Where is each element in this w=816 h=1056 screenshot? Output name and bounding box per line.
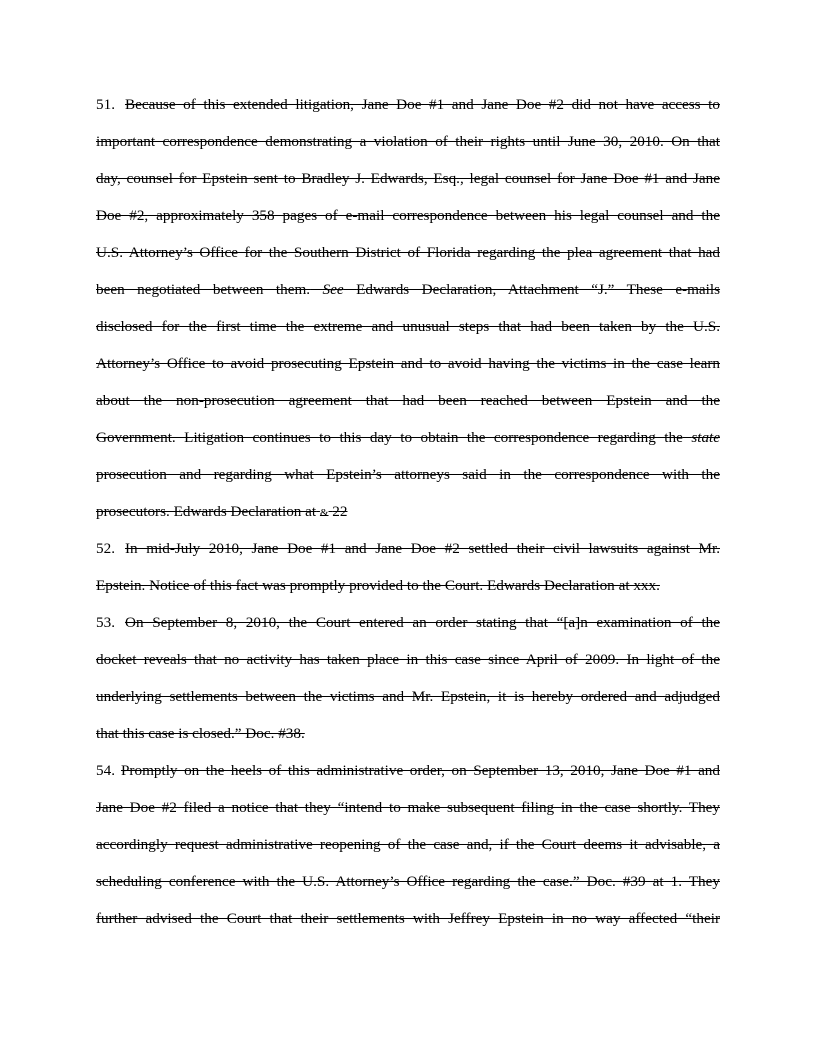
paragraph-number: 53. [96,614,115,631]
paragraph-51-line-9: about the non-prosecution agreement that had been reached between Epstein and the [96,392,720,409]
paragraph-54-line-1: 54. Promptly on the heels of this administrative order, on September 13, 2010, Jane Doe #1 and [96,760,720,782]
paragraph-54-line-3: accordingly request administrative reopening of the case and, if the Court deems it advisable, a [96,836,720,853]
paragraph-51-line-3: day, counsel for Epstein sent to Bradley J. Edwards, Esq., legal counsel for Jane Doe #1 and Jane [96,170,720,187]
paragraph-51-line-6: been negotiated between them. See Edwards Declaration, Attachment “J.” These e-mails [96,281,721,298]
paragraph-51-line-10: Government. Litigation continues to this day to obtain the correspondence regarding the state [96,429,720,446]
paragraph-54-line-4: scheduling conference with the U.S. Attorney’s Office regarding the case.” Doc. #39 at 1. They [96,873,720,890]
paragraph-53-line-3: underlying settlements between the victims and Mr. Epstein, it is hereby ordered and adjudged [96,688,720,705]
paragraph-51-line-5: U.S. Attorney’s Office for the Southern District of Florida regarding the plea agreement that had [96,244,720,261]
paragraph-51-line-12: prosecutors. Edwards Declaration at & 22 [96,503,348,520]
paragraph-51-line-11: prosecution and regarding what Epstein’s attorneys said in the correspondence with the [96,466,720,483]
paragraph-52-line-1: 52. In mid-July 2010, Jane Doe #1 and Jane Doe #2 settled their civil lawsuits against Mr. [96,538,720,560]
paragraph-51-line-1: 51. Because of this extended litigation, Jane Doe #1 and Jane Doe #2 did not have access to [96,94,720,116]
paragraph-53-line-4: that this case is closed.” Doc. #38. [96,725,305,742]
paragraph-number: 52. [96,540,115,557]
paragraph-mark: & [319,507,329,519]
paragraph-51-line-4: Doe #2, approximately 358 pages of e-mail correspondence between his legal counsel and the [96,207,720,224]
paragraph-51-line-8: Attorney’s Office to avoid prosecuting Epstein and to avoid having the victims in the case learn [96,355,720,372]
paragraph-number: 51. [96,96,115,113]
paragraph-53-line-2: docket reveals that no activity has taken place in this case since April of 2009. In light of the [96,651,720,668]
paragraph-53-line-1: 53. On September 8, 2010, the Court entered an order stating that “[a]n examination of the [96,612,720,634]
paragraph-52-line-2: Epstein. Notice of this fact was promptly provided to the Court. Edwards Declaration at xxx. [96,577,660,594]
paragraph-54-line-5: further advised the Court that their settlements with Jeffrey Epstein in no way affected “their [96,910,720,927]
paragraph-number: 54. [96,762,115,779]
paragraph-54-line-2: Jane Doe #2 filed a notice that they “intend to make subsequent filing in the case shortly. They [96,799,720,816]
paragraph-51-line-2: important correspondence demonstrating a violation of their rights until June 30, 2010. On that [96,133,720,150]
paragraph-51-line-7: disclosed for the first time the extreme and unusual steps that had been taken by the U.S. [96,318,720,335]
